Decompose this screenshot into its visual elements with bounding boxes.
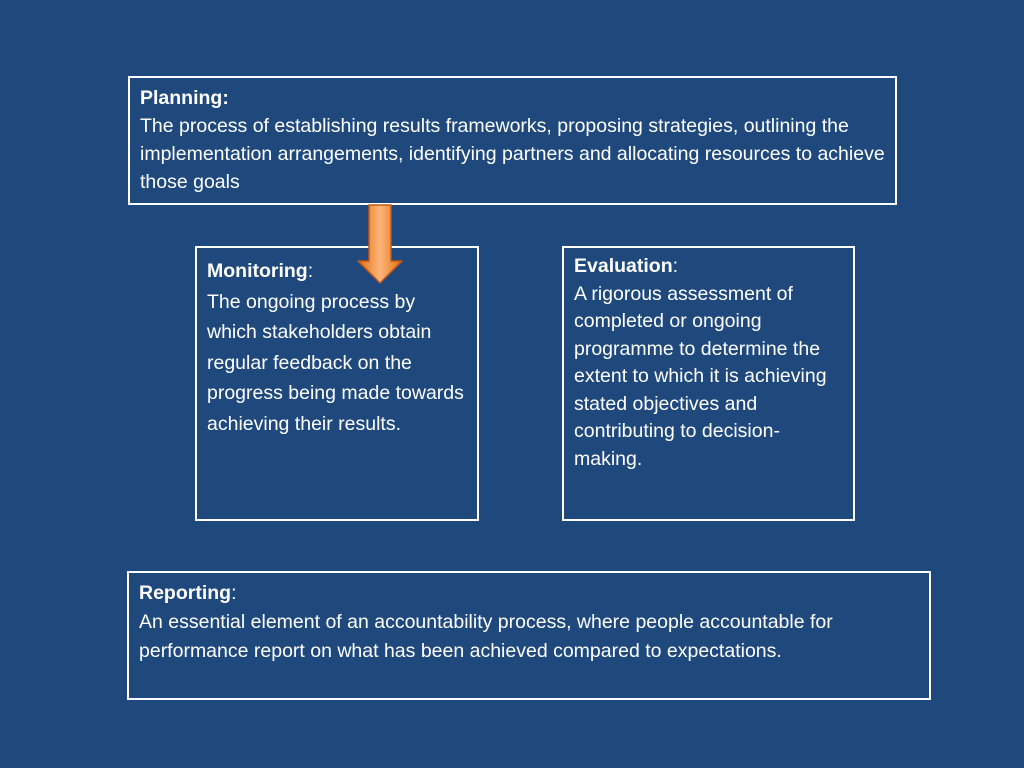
- planning-title: Planning:: [140, 87, 229, 109]
- evaluation-description: A rigorous assessment of completed or ongoing programme to determine the extent to which it is achieving stated objectives and contributing to decision-making.: [574, 282, 827, 470]
- reporting-title: Reporting: [139, 582, 232, 604]
- evaluation-title: Evaluation: [574, 255, 673, 277]
- monitoring-colon: :: [307, 260, 314, 282]
- reporting-box: [127, 571, 931, 700]
- evaluation-colon: :: [672, 255, 679, 277]
- planning-box: [128, 76, 897, 205]
- evaluation-heading: [574, 253, 843, 281]
- evaluation-box: [562, 246, 855, 521]
- monitoring-title: Monitoring: [207, 260, 308, 282]
- reporting-colon: :: [231, 582, 237, 604]
- reporting-description: An essential element of an accountability process, where people accountable for performance report on what has been achieved compared to expectations.: [139, 611, 833, 662]
- down-arrow-icon: [356, 203, 404, 285]
- monitoring-description: The ongoing process by which stakeholders obtain regular feedback on the progress being made towards achieving their results.: [207, 290, 464, 435]
- reporting-heading: [139, 579, 919, 608]
- monitoring-box: [195, 246, 479, 521]
- planning-description: The process of establishing results frameworks, proposing strategies, outlining the implementation arrangements, identifying partners and allocating resources to achieve those goals: [140, 115, 885, 193]
- monitoring-heading: [207, 256, 467, 287]
